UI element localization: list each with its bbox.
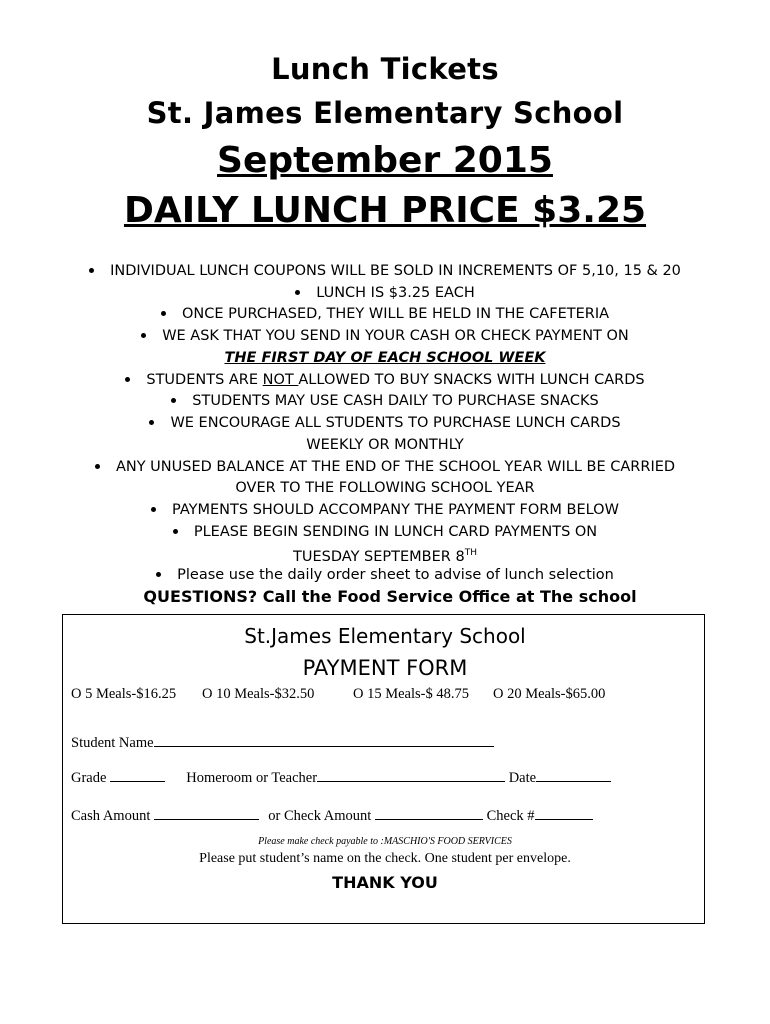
payment-amount-row <box>71 806 593 825</box>
bullet-item: Please use the daily order sheet to advise of lunch selection <box>0 565 770 585</box>
title-lunch-tickets: Lunch Tickets <box>271 52 499 86</box>
check-amount-field[interactable] <box>375 806 483 820</box>
meal-option-20[interactable]: O 20 Meals-$65.00 <box>493 686 606 702</box>
meal-option-15[interactable]: O 15 Meals-$ 48.75 <box>353 686 469 702</box>
student-name-field[interactable] <box>154 733 494 747</box>
bullet-continuation: OVER TO THE FOLLOWING SCHOOL YEAR <box>235 480 535 496</box>
title-daily-price: DAILY LUNCH PRICE $3.25 <box>123 190 647 231</box>
meal-option-10[interactable]: O 10 Meals-$32.50 <box>202 686 315 702</box>
bullet-item: LUNCH IS $3.25 EACH <box>0 283 770 303</box>
bullet-dot-icon <box>171 398 176 403</box>
bullet-dot-icon <box>295 290 300 295</box>
bullet-item: WE ASK THAT YOU SEND IN YOUR CASH OR CHECK PAYMENT ON <box>0 326 770 346</box>
bullet-item: WE ENCOURAGE ALL STUDENTS TO PURCHASE LUNCH CARDS <box>0 413 770 433</box>
bullet-dot-icon <box>89 268 94 273</box>
bullet-dot-icon <box>161 311 166 316</box>
date-label: Date <box>508 770 537 786</box>
bullet-dot-icon <box>173 529 178 534</box>
bullet-dot-icon <box>151 507 156 512</box>
homeroom-label: Homeroom or Teacher <box>186 770 318 786</box>
title-month: September 2015 <box>217 140 553 181</box>
grade-row <box>71 768 611 787</box>
bullet-item: PAYMENTS SHOULD ACCOMPANY THE PAYMENT FORM BELOW <box>0 500 770 520</box>
form-title: PAYMENT FORM <box>302 656 468 680</box>
bullet-item: ANY UNUSED BALANCE AT THE END OF THE SCHOOL YEAR WILL BE CARRIED <box>0 457 770 477</box>
check-number-field[interactable] <box>535 806 593 820</box>
grade-field[interactable] <box>110 768 165 782</box>
bullet-dot-icon <box>149 420 154 425</box>
meal-option-5[interactable]: O 5 Meals-$16.25 <box>71 686 177 702</box>
date-field[interactable] <box>536 768 611 782</box>
student-name-label: Student Name <box>71 735 154 751</box>
bullet-item: ONCE PURCHASED, THEY WILL BE HELD IN THE CAFETERIA <box>0 304 770 324</box>
student-name-note: Please put student’s name on the check. One student per envelope. <box>199 851 571 866</box>
bullet-dot-icon <box>95 464 100 469</box>
cash-amount-label: Cash Amount <box>71 808 151 824</box>
title-school-name: St. James Elementary School <box>146 96 624 130</box>
bullet-item: STUDENTS ARE NOT ALLOWED TO BUY SNACKS WITH LUNCH CARDS <box>0 370 770 390</box>
thank-you: THANK YOU <box>332 873 438 892</box>
bullet-item: INDIVIDUAL LUNCH COUPONS WILL BE SOLD IN INCREMENTS OF 5,10, 15 & 20 <box>0 261 770 281</box>
bullet-dot-icon <box>141 333 146 338</box>
homeroom-field[interactable] <box>317 768 505 782</box>
form-school-name: St.James Elementary School <box>244 624 526 648</box>
check-amount-label: or Check Amount <box>268 808 372 824</box>
questions-line: QUESTIONS? Call the Food Service Office at The school <box>143 587 637 606</box>
check-payable-note: Please make check payable to :MASCHIO'S FOOD SERVICES <box>258 836 512 847</box>
bullet-item: STUDENTS MAY USE CASH DAILY TO PURCHASE SNACKS <box>0 391 770 411</box>
grade-label: Grade <box>71 770 107 786</box>
bullet-dot-icon <box>156 572 161 577</box>
bullet-continuation: WEEKLY OR MONTHLY <box>306 437 464 453</box>
bullet-dot-icon <box>125 377 130 382</box>
bullet-continuation: THE FIRST DAY OF EACH SCHOOL WEEK <box>224 350 546 366</box>
bullet-continuation: TUESDAY SEPTEMBER 8TH <box>293 548 477 565</box>
check-number-label: Check # <box>486 808 535 824</box>
cash-amount-field[interactable] <box>154 806 259 820</box>
student-name-row <box>71 733 494 752</box>
bullet-item: PLEASE BEGIN SENDING IN LUNCH CARD PAYMENTS ON <box>0 522 770 542</box>
